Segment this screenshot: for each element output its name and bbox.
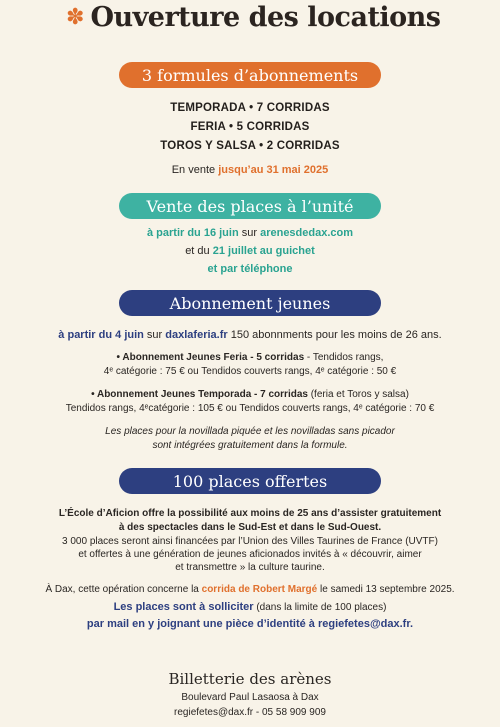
aficion-line-1: L’École d’Aficion offre la possibilité aux moins de 25 ans d’assister gratuitement	[58, 508, 442, 519]
uvtf-line-3: et transmettre » la culture taurine.	[175, 562, 325, 573]
section-pill-places-offertes: 100 places offertes	[119, 468, 381, 494]
solicit-line: Les places sont à solliciter (dans la limite de 100 places)	[113, 601, 387, 613]
flower-icon: ✽	[66, 4, 85, 29]
section-pill-abonnements: 3 formules d’abonnements	[119, 62, 381, 88]
novillada-note-1: Les places pour la novillada piquée et les novilladas sans picador	[105, 426, 395, 437]
page-header	[66, 0, 441, 34]
jeunes-feria-prices: 4ᵉ catégorie : 75 € ou Tendidos couverts rangs, 4ᵉ catégorie : 50 €	[103, 366, 397, 377]
section-pill-abonnement-jeunes: Abonnement jeunes	[119, 290, 381, 316]
arenes-website-link[interactable]: arenesdedax.com	[260, 227, 354, 239]
aficion-line-2: à des spectacles dans le Sud-Est et dans le Sud-Ouest.	[118, 522, 382, 533]
jeunes-temporada-prices: Tendidos rangs, 4ᵉcatégorie : 105 € ou Tendidos couverts rangs, 4ᵉ catégorie : 70 €	[65, 403, 435, 414]
billetterie-address: Boulevard Paul Lasaosa à Dax	[181, 692, 319, 703]
uvtf-line-2: et offertes à une génération de jeunes aficionados invités à « découvrir, aimer	[78, 549, 422, 560]
vente-guichet-line: et du 21 juillet au guichet	[185, 245, 315, 257]
sale-deadline: En vente jusqu’au 31 mai 2025	[171, 164, 329, 176]
uvtf-line-1: 3 000 places seront ainsi financées par l’Union des Villes Taurines de France (UVTF)	[62, 536, 438, 547]
formule-temporada: TEMPORADA • 7 CORRIDAS	[170, 102, 330, 114]
daxlaferia-link[interactable]: daxlaferia.fr	[165, 329, 228, 341]
vente-online-line: à partir du 16 juin sur arenesdedax.com	[146, 227, 354, 239]
jeunes-temporada-line: • Abonnement Jeunes Temporada - 7 corridas (feria et Toros y salsa)	[91, 389, 409, 400]
billetterie-title: Billetterie des arènes	[168, 670, 332, 688]
section-pill-vente-unite: Vente des places à l’unité	[119, 193, 381, 219]
dax-corrida-line: À Dax, cette opération concerne la corrida de Robert Margé le samedi 13 septembre 2025.	[45, 584, 455, 595]
page-title: Ouverture des locations	[90, 1, 441, 33]
formule-toros-y-salsa: TOROS Y SALSA • 2 CORRIDAS	[160, 140, 340, 152]
vente-telephone-line: et par téléphone	[207, 263, 293, 275]
formule-feria: FERIA • 5 CORRIDAS	[190, 121, 310, 133]
jeunes-intro-line: à partir du 4 juin sur daxlaferia.fr 150 abonnments pour les moins de 26 ans.	[58, 329, 442, 341]
billetterie-contact[interactable]: regiefetes@dax.fr - 05 58 909 909	[174, 707, 326, 718]
mail-line: par mail en y joignant une pièce d’identité à regiefetes@dax.fr.	[86, 618, 414, 630]
novillada-note-2: sont intégrées gratuitement dans la formule.	[152, 440, 348, 451]
jeunes-feria-line: • Abonnement Jeunes Feria - 5 corridas - Tendidos rangs,	[116, 352, 384, 363]
